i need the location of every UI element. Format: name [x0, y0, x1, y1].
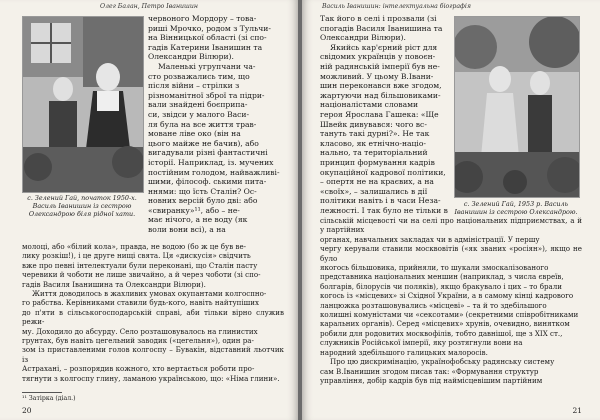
text-line: моване ліве око (він на	[148, 129, 241, 139]
text-line: окупаційної кадрової політики,	[320, 167, 446, 177]
left-bottom-text	[22, 242, 284, 383]
text-line: Швейк дивувався: чого вс-	[320, 119, 427, 129]
text-line: сільській місцевості чи на селі про національних підприємствах, а й у партійних	[320, 216, 582, 235]
text-line: Астрахані, – розпорядив кожного, хто вертається роботи про-	[22, 364, 255, 374]
right-photo	[454, 16, 580, 198]
text-line: Так його в селі і прозвали (зі	[320, 14, 437, 23]
text-line: робили для родовитих москвофілів, тобто давнішої, ще з XIX ст.,	[320, 328, 563, 338]
text-line: когось із «місцевих» зі Східної України, а в самому кінці кадрового	[320, 291, 574, 301]
footnote-rule	[22, 392, 62, 393]
text-line: жартуючи над більшовиками-	[320, 90, 441, 100]
text-line: постійним голодом, найважливі-	[148, 167, 280, 177]
text-line: ля була на все життя трав-	[148, 119, 257, 129]
page-number-right: 21	[572, 406, 582, 415]
text-line: риші Мрочко, родом з Тульчи-	[148, 23, 271, 33]
right-top-left-text	[320, 14, 448, 215]
text-line: має нічого, а не воду (як	[148, 215, 248, 225]
text-line: «своїх», – залишались в дії	[320, 186, 428, 196]
text-line: ній радянській імперії був не-	[320, 61, 440, 71]
text-line: сам В.Іванишин згодом писав так: «Формування структур	[320, 366, 539, 376]
text-line: лежності. І так було не тільки в	[320, 205, 448, 215]
text-line: нально, та територіальний	[320, 148, 428, 158]
text-line: шин переконався вже згодом,	[320, 81, 442, 91]
right-photo-caption: с. Зелений Гай, 1953 р. Василь Іванишин із сестрою Олександрою.	[454, 200, 578, 216]
text-line: історії. Наприклад, із. мучених	[148, 157, 274, 167]
text-line: зом із приставленими голов колгоспу – Бувакін, відставний льотчик із	[22, 345, 284, 364]
children-garden-photo-image	[455, 17, 579, 197]
text-line: політики навіть і в часи Неза-	[320, 196, 441, 206]
text-line: грунтах, був навіть цегельний заводик («цегельня»), один ра-	[22, 336, 254, 346]
text-line: вигадували різні фантастичні	[148, 148, 268, 158]
text-line: націоналістами словами	[320, 100, 419, 110]
text-line: молоці, або «білий кола», правда, не водою (бо ж це був ве-	[22, 242, 247, 251]
text-line: шими, філософ. ськими пита-	[148, 177, 267, 187]
right-bottom-text	[320, 216, 582, 385]
text-line: після війни – стрілки з	[148, 81, 240, 91]
text-line: служників Російської імперії, яку розтягнули вони на	[320, 338, 523, 348]
text-line: гадів Василя Іванишина та Олександри Вілюри).	[22, 279, 206, 289]
text-line: му. Доходило до абсурду. Село розташовувалось на глинистих	[22, 326, 258, 336]
text-line: Про цю дискримінацію, українофобську радянську систему	[330, 357, 555, 367]
text-line: на Вінницької області (зі спо-	[148, 33, 267, 43]
text-line: можливий. У цьому В.Івани-	[320, 71, 434, 81]
text-line: класово, як етнічно-націо-	[320, 138, 426, 148]
text-line: Маленькі угрупчани ча-	[158, 61, 256, 71]
text-line: вже про певні інтелектуали були переконані, що Сталін пасту	[22, 260, 258, 270]
left-photo	[22, 16, 144, 193]
left-running-header: Олег Балан, Петро Іванишин	[100, 3, 198, 10]
text-line: управління, добір кадрів був під наймісцевішим партійним	[320, 375, 543, 385]
text-line: органах, навчальних закладах чи в адміністрації. У першу	[320, 234, 540, 244]
text-line: сто розважались тим, що	[148, 71, 250, 81]
text-line: якогось більшовика, прийняли, то шукали змоскалізованого	[320, 263, 549, 273]
text-line: лику розкіш!), і це друге нищі свята. Ця «дискусія» свідчить	[22, 251, 251, 261]
text-line: Олександри Вілюри).	[148, 52, 234, 62]
left-top-right-text	[148, 14, 282, 235]
text-line: тягнути з колгоспу глину, ламаною українською, що: «Німа глини».	[22, 373, 280, 383]
text-line: різноманітної зброї та підри-	[148, 90, 265, 100]
left-page	[0, 0, 298, 420]
text-line: червоного Мордору – това-	[148, 14, 257, 23]
text-line: свідомих українців у повоєн-	[320, 52, 436, 62]
text-line: новних версій було дві: або	[148, 196, 258, 206]
text-line: ланцюжка розташовувались «місцеві» – та й то здебільшого	[320, 300, 547, 310]
text-line: – опертя не на краєвих, а на	[320, 177, 434, 187]
text-line: чергу керували ставили москвовітів («як званих «росіян»), якщо не було	[320, 244, 582, 263]
left-photo-caption: с. Зелений Гай, початок 1950-х. Василь Іванишин із сестрою Олександрою біля рідної хати.	[27, 194, 137, 218]
text-line: Якийсь кар'єрний ріст для	[330, 42, 438, 52]
text-line: болгарів, білорусів чи поляків), якщо бракувало і цих – то брали	[320, 281, 562, 291]
right-page	[302, 0, 600, 420]
text-line: колишні комуністами чи «сексотами» (секретними співробітниками	[320, 310, 579, 320]
text-line: героя Ярослава Гашека: «Ще	[320, 109, 439, 119]
text-line: воли вони всі), а на	[148, 225, 226, 235]
text-line: каральних органів). Серед «місцевих» хрунів, очевидно, винятком	[320, 319, 570, 329]
page-number-left: 20	[22, 406, 32, 415]
text-line: цього майже не бачив), або	[148, 138, 259, 148]
text-line: спогадів Василя Іванишина та	[320, 23, 443, 33]
text-line: вали знайдені боєприпа-	[148, 100, 248, 110]
text-line: го рабства. Керівниками ставили будь-кого, навіть найтупіших	[22, 298, 259, 308]
text-line: представника національних меншин (наприклад, з числа євреїв,	[320, 272, 564, 282]
footnote: ¹¹ Затірка (діал.)	[22, 395, 76, 402]
text-line: гадів Катерини Іванишин та	[148, 42, 263, 52]
text-line: «свиранку»¹¹, або – не-	[148, 205, 240, 215]
right-running-header: Василь Іванишин: інтелектуальна біографія	[322, 3, 471, 10]
text-line: си, звідси у малого Васи-	[148, 109, 250, 119]
children-photo-image	[23, 17, 143, 192]
text-line: тануть такі дурні?». Не так	[320, 129, 430, 139]
text-line: принцип формування кадрів	[320, 157, 435, 167]
text-line: народний здебільшого галицьких малоросів.	[320, 347, 488, 357]
text-line: до п'яти в сільськогосподарській справі, аби тільки вірно служив режи-	[22, 307, 284, 327]
text-line: ннями: що їсть Сталін? Ос-	[148, 186, 257, 196]
text-line: черевики й чоботи не лише звичайно, а й через чоботи (зі спо-	[22, 270, 261, 280]
text-line: Життя доводилось в жахливих умовах окупантами колгоспно-	[32, 289, 267, 299]
text-line: Олександри Вілюри).	[320, 33, 406, 43]
